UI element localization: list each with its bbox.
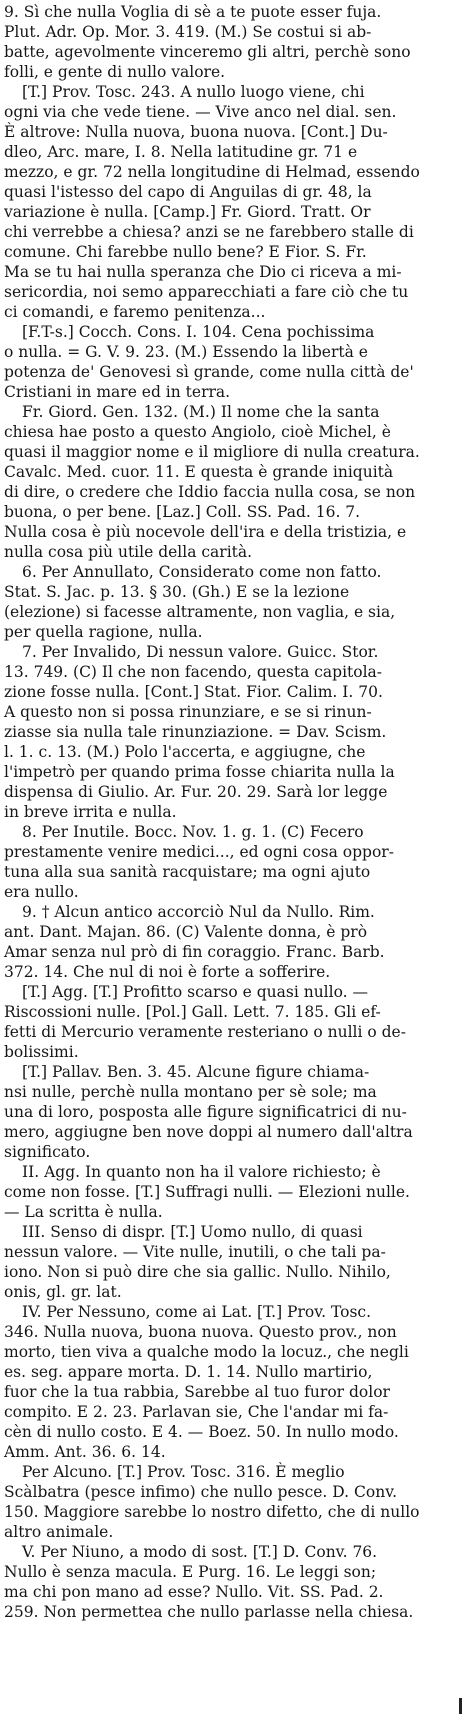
text-line: quasi l'istesso del capo di Anguilas di gr. 48, la [4, 183, 372, 201]
text-line: significato. [4, 1143, 91, 1161]
text-line: Amm. Ant. 36. 6. 14. [4, 1443, 166, 1461]
text-line: l'impetrò per quando prima fosse chiarita nulla la [4, 763, 395, 781]
text-line: l. 1. c. 13. (M.) Polo l'accerta, e aggiugne, che [4, 743, 366, 761]
text-line: per quella ragione, nulla. [4, 623, 203, 641]
text-line: 9. † Alcun antico accorciò Nul da Nullo. Rim. [22, 903, 375, 921]
text-line: zione fosse nulla. [Cont.] Stat. Fior. Calim. I. 70. [4, 683, 383, 701]
text-line: IV. Per Nessuno, come ai Lat. [T.] Prov. Tosc. [22, 1303, 372, 1321]
text-line: una di loro, posposta alle figure significatrici di nu- [4, 1103, 407, 1121]
text-line: prestamente venire medici..., ed ogni cosa oppor- [4, 843, 394, 861]
text-line: altro animale. [4, 1523, 114, 1541]
text-line: ci comandi, e faremo penitenza... [4, 303, 266, 321]
text-line: in breve irrita e nulla. [4, 803, 177, 821]
text-line: — La scritta è nulla. [4, 1203, 163, 1221]
text-line: buona, o per bene. [Laz.] Coll. SS. Pad. 16. 7. [4, 503, 361, 521]
text-line: 13. 749. (C) Il che non facendo, questa capitola- [4, 663, 383, 681]
text-line: A questo non si possa rinunziare, e se si rinun- [4, 703, 372, 721]
text-line: 7. Per Invalido, Di nessun valore. Guicc. Stor. [22, 643, 379, 661]
text-line: 346. Nulla nuova, buona nuova. Questo prov., non [4, 1323, 397, 1341]
text-line: potenza de' Genovesi sì grande, come nulla città de' [4, 363, 414, 381]
text-line: mezzo, e gr. 72 nella longitudine di Helmad, essendo [4, 163, 420, 181]
text-line: Per Alcuno. [T.] Prov. Tosc. 316. È meglio [22, 1463, 345, 1481]
text-line: Cristiani in mare ed in terra. [4, 383, 231, 401]
text-line: nessun valore. — Vite nulle, inutili, o che tali pa- [4, 1243, 386, 1261]
text-line: Riscossioni nulle. [Pol.] Gall. Lett. 7. 185. Gli ef- [4, 1003, 381, 1021]
text-line: 8. Per Inutile. Bocc. Nov. 1. g. 1. (C) Fecero [22, 823, 364, 841]
text-line: nulla cosa più utile della carità. [4, 543, 253, 561]
text-line: fetti di Mercurio veramente resteriano o nulli o de- [4, 1023, 406, 1041]
text-line: ma chi pon mano ad esse? Nullo. Vit. SS. Pad. 2. [4, 1583, 384, 1601]
text-line: o nulla. = G. V. 9. 23. (M.) Essendo la libertà e [4, 343, 368, 361]
text-line: sericordia, noi semo apparecchiati a fare ciò che tu [4, 283, 409, 301]
text-line: chiesa hae posto a questo Angiolo, cioè Michel, è [4, 423, 391, 441]
text-line: cèn di nullo costo. E 4. — Boez. 50. In nullo modo. [4, 1423, 399, 1441]
text-line: chi verrebbe a chiesa? anzi se ne farebbero stalle di [4, 223, 414, 241]
text-line: batte, agevolmente vinceremo gli altri, perchè sono [4, 43, 411, 61]
text-line: 9. Sì che nulla Voglia di sè a te puote esser fuja. [4, 3, 382, 21]
text-line: 372. 14. Che nul di noi è forte a sofferire. [4, 963, 331, 981]
text-line: mero, aggiugne ben nove doppi al numero dall'altra [4, 1123, 413, 1141]
text-line: (elezione) si facesse altramente, non vaglia, e sia, [4, 603, 396, 621]
text-line: ogni via che vede tiene. — Vive anco nel dial. sen. [4, 103, 397, 121]
text-line: es. seg. appare morta. D. 1. 14. Nullo martirio, [4, 1363, 373, 1381]
text-line: Nulla cosa è più nocevole dell'ira e della tristizia, e [4, 523, 407, 541]
text-line: onis, gl. gr. lat. [4, 1283, 122, 1301]
text-line: tuna alla sua sanità racquistare; ma ogni ajuto [4, 863, 371, 881]
text-line: nsi nulle, perchè nulla montano per sè sole; ma [4, 1083, 377, 1101]
text-line: [T.] Pallav. Ben. 3. 45. Alcune figure chiama- [22, 1063, 370, 1081]
text-line: fuor che la tua rabbia, Sarebbe al tuo furor dolor [4, 1383, 390, 1401]
text-line: III. Senso di dispr. [T.] Uomo nullo, di quasi [22, 1223, 363, 1241]
text-line: Scàlbatra (pesce infimo) che nullo pesce. D. Conv. [4, 1483, 398, 1501]
text-line: Fr. Giord. Gen. 132. (M.) Il nome che la santa [22, 403, 380, 421]
text-line: come non fosse. [T.] Suffragi nulli. — Elezioni nulle. [4, 1183, 410, 1201]
text-line: bolissimi. [4, 1043, 79, 1061]
text-line: quasi il maggior nome e il migliore di nulla creatura. [4, 443, 420, 461]
text-line: era nullo. [4, 883, 79, 901]
text-line: iono. Non si può dire che sia gallic. Nullo. Nihilo, [4, 1263, 391, 1281]
text-line: [F.T-s.] Cocch. Cons. I. 104. Cena pochissima [22, 323, 375, 341]
text-line: compito. E 2. 23. Parlavan sie, Che l'andar mi fa- [4, 1403, 389, 1421]
text-line: dleo, Arc. mare, I. 8. Nella latitudine gr. 71 e [4, 143, 358, 161]
text-line: Plut. Adr. Op. Mor. 3. 419. (M.) Se costui si ab- [4, 23, 372, 41]
text-line: Stat. S. Jac. p. 13. § 30. (Gh.) E se la lezione [4, 583, 350, 601]
text-line: morto, tien viva a qualche modo la locuz., che negli [4, 1343, 409, 1361]
scan-edge-mark [459, 1698, 462, 1714]
text-line: di dire, o credere che Iddio faccia nulla cosa, se non [4, 483, 416, 501]
text-line: 150. Maggiore sarebbe lo nostro difetto, che di nullo [4, 1503, 420, 1521]
text-line: folli, e gente di nullo valore. [4, 63, 226, 81]
text-line: V. Per Niuno, a modo di sost. [T.] D. Conv. 76. [22, 1543, 378, 1561]
text-line: È altrove: Nulla nuova, buona nuova. [Cont.] Du- [4, 123, 388, 141]
text-line: variazione è nulla. [Camp.] Fr. Giord. Tratt. Or [4, 203, 371, 221]
text-line: Amar senza nul prò di fin coraggio. Franc. Barb. [4, 943, 385, 961]
text-line: dispensa di Giulio. Ar. Fur. 20. 29. Sarà lor legge [4, 783, 388, 801]
text-line: Ma se tu hai nulla speranza che Dio ci riceva a mi- [4, 263, 402, 281]
text-line: II. Agg. In quanto non ha il valore richiesto; è [22, 1163, 381, 1181]
text-line: Cavalc. Med. cuor. 11. E questa è grande iniquità [4, 463, 394, 481]
text-line: comune. Chi farebbe nullo bene? E Fior. S. Fr. [4, 243, 367, 261]
text-line: 259. Non permettea che nullo parlasse nella chiesa. [4, 1603, 414, 1621]
text-line: [T.] Agg. [T.] Profitto scarso e quasi nullo. — [22, 983, 369, 1001]
text-line: ant. Dant. Majan. 86. (C) Valente donna, è prò [4, 923, 368, 941]
text-line: Nullo è senza macula. E Purg. 16. Le leggi son; [4, 1563, 377, 1581]
text-line: 6. Per Annullato, Considerato come non fatto. [22, 563, 382, 581]
text-line: [T.] Prov. Tosc. 243. A nullo luogo viene, chi [22, 83, 365, 101]
text-line: ziasse sia nulla tale rinunziazione. = Dav. Scism. [4, 723, 387, 741]
